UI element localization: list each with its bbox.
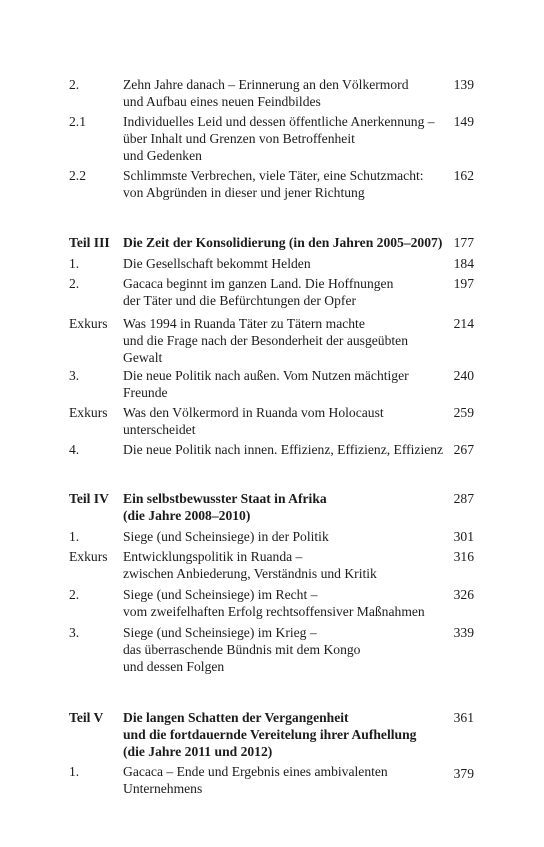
toc-entry-number: Exkurs (69, 405, 108, 420)
toc-entry-title (123, 234, 441, 251)
toc-entry-number: 4. (69, 442, 80, 457)
toc-entry-page-number: 379 (453, 766, 474, 781)
toc-entry-page-number: 214 (453, 316, 474, 331)
toc-entry-page-number: 197 (453, 276, 474, 291)
toc-entry-title (123, 367, 441, 401)
toc-entry-number: 1. (69, 256, 80, 271)
toc-entry-number: Exkurs (69, 316, 108, 331)
toc-entry-number: Teil IV (69, 491, 109, 506)
toc-entry-title (123, 490, 441, 524)
toc-entry-page-number: 326 (453, 587, 474, 602)
toc-entry-title-line: Die Gesellschaft bekommt Helden (123, 256, 311, 271)
toc-entry-title-line: (die Jahre 2011 und 2012) (123, 744, 273, 759)
toc-entry-title-line: der Täter und die Befürchtungen der Opfer (123, 293, 357, 308)
toc-entry-title-line: Die Zeit der Konsolidierung (in den Jahren 2005–2007) (123, 235, 443, 250)
toc-entry-title-line: Entwicklungspolitik in Ruanda – (123, 549, 303, 564)
toc-entry-title (123, 763, 441, 797)
toc-entry-title (123, 528, 441, 545)
toc-entry-page-number: 339 (453, 625, 474, 640)
toc-entry-number: 2. (69, 276, 80, 291)
toc-entry-number: 3. (69, 368, 80, 383)
toc-entry-page-number: 240 (453, 368, 474, 383)
toc-entry-title (123, 441, 444, 458)
toc-entry-title-line: Die neue Politik nach innen. Effizienz, Effizienz, Effizienz (123, 442, 444, 457)
toc-entry-number: 1. (69, 529, 80, 544)
toc-entry-title-line: Individuelles Leid und dessen öffentliche Anerkennung – (123, 114, 435, 129)
toc-entry-title-line: von Abgründen in dieser und jener Richtung (123, 185, 365, 200)
toc-entry-number: 2. (69, 77, 80, 92)
toc-entry-page-number: 361 (453, 710, 474, 725)
toc-entry-number: Exkurs (69, 549, 108, 564)
toc-entry-title-line: Was 1994 in Ruanda Täter zu Tätern machte (123, 316, 365, 331)
toc-entry-title (123, 709, 441, 760)
toc-entry-title-line: Gewalt (123, 350, 163, 365)
toc-entry-title (123, 315, 441, 366)
toc-entry-title-line: Siege (und Scheinsiege) im Krieg – (123, 625, 317, 640)
toc-entry-number: 2.2 (69, 168, 86, 183)
toc-entry-title-line: Was den Völkermord in Ruanda vom Holocaust (123, 405, 384, 420)
toc-entry-title-line: Schlimmste Verbrechen, viele Täter, eine Schutzmacht: (123, 168, 424, 183)
toc-entry-page-number: 184 (453, 256, 474, 271)
toc-entry-page-number: 177 (453, 235, 474, 250)
toc-entry-title-line: vom zweifelhaften Erfolg rechtsoffensiver Maßnahmen (123, 604, 425, 619)
toc-entry-title (123, 624, 441, 675)
toc-entry-title-line: zwischen Anbiederung, Verständnis und Kritik (123, 566, 377, 581)
toc-entry-title (123, 404, 441, 438)
toc-entry-title (123, 167, 441, 201)
toc-entry-title-line: Siege (und Scheinsiege) im Recht – (123, 587, 318, 602)
toc-entry-title (123, 275, 441, 309)
toc-entry-title-line: unterscheidet (123, 422, 196, 437)
toc-entry-page-number: 149 (453, 114, 474, 129)
toc-entry-page-number: 316 (453, 549, 474, 564)
toc-entry-page-number: 162 (453, 168, 474, 183)
toc-entry-title-line: und die Frage nach der Besonderheit der ausgeübten (123, 333, 408, 348)
toc-entry-number: Teil V (69, 710, 104, 725)
toc-entry-title-line: über Inhalt und Grenzen von Betroffenheit (123, 131, 355, 146)
toc-entry-title-line: Siege (und Scheinsiege) in der Politik (123, 529, 329, 544)
toc-entry-title-line: und die fortdauernde Vereitelung ihrer Aufhellung (123, 727, 417, 742)
toc-entry-title-line: Gacaca – Ende und Ergebnis eines ambivalenten (123, 764, 388, 779)
toc-entry-title-line: Die langen Schatten der Vergangenheit (123, 710, 349, 725)
toc-entry-page-number: 259 (453, 405, 474, 420)
toc-entry-page-number: 139 (453, 77, 474, 92)
toc-entry-number: 2. (69, 587, 80, 602)
toc-entry-title (123, 76, 441, 110)
toc-entry-title (123, 548, 441, 582)
toc-entry-title-line: Ein selbstbewusster Staat in Afrika (123, 491, 327, 506)
toc-entry-title (123, 113, 441, 164)
toc-entry-title-line: Die neue Politik nach außen. Vom Nutzen mächtiger (123, 368, 409, 383)
toc-entry-title-line: Zehn Jahre danach – Erinnerung an den Völkermord (123, 77, 409, 92)
toc-entry-title (123, 255, 441, 272)
toc-entry-title-line: und dessen Folgen (123, 659, 225, 674)
toc-entry-page-number: 267 (453, 442, 474, 457)
toc-entry-title (123, 586, 441, 620)
toc-entry-title-line: Unternehmens (123, 781, 203, 796)
toc-entry-number: 2.1 (69, 114, 86, 129)
toc-entry-title-line: und Gedenken (123, 148, 202, 163)
toc-entry-number: Teil III (69, 235, 110, 250)
toc-entry-number: 3. (69, 625, 80, 640)
toc-entry-title-line: und Aufbau eines neuen Feindbildes (123, 94, 321, 109)
toc-entry-number: 1. (69, 764, 80, 779)
toc-entry-page-number: 287 (453, 491, 474, 506)
toc-entry-title-line: Gacaca beginnt im ganzen Land. Die Hoffnungen (123, 276, 394, 291)
toc-entry-title-line: Freunde (123, 385, 168, 400)
toc-entry-title-line: (die Jahre 2008–2010) (123, 508, 251, 523)
toc-entry-page-number: 301 (453, 529, 474, 544)
toc-entry-title-line: das überraschende Bündnis mit dem Kongo (123, 642, 361, 657)
